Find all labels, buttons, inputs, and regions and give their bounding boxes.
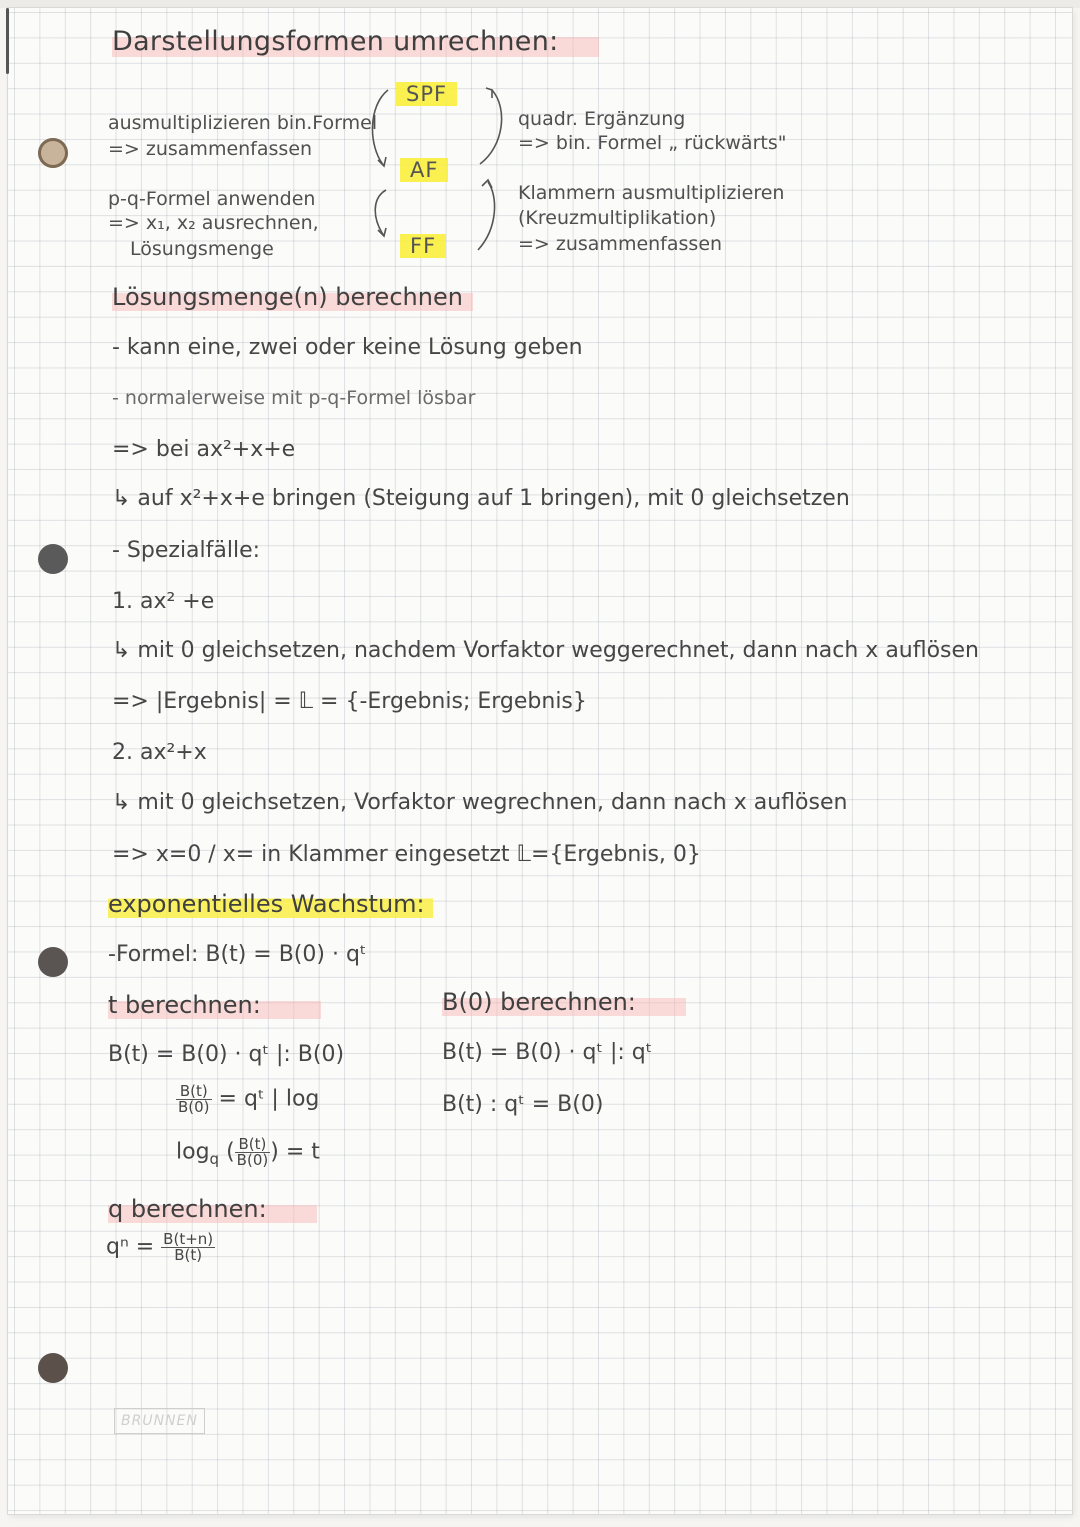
q-fraction: [161, 1232, 215, 1263]
loesung-line-7: ↳ mit 0 gleichsetzen, nachdem Vorfaktor weggerechnet, dann nach x auflösen: [112, 638, 980, 663]
punch-hole-1: [38, 138, 68, 168]
t3-rest: = t: [285, 1139, 320, 1165]
t3-denominator: B(0): [236, 1151, 269, 1169]
loesung-line-5: - Spezialfälle:: [112, 538, 261, 563]
form-ff: FF: [400, 234, 446, 258]
t-line-2: [176, 1084, 319, 1115]
loesung-line-6: 1. ax² +e: [112, 589, 215, 614]
t-heading: t berechnen:: [108, 991, 321, 1019]
b0-line-1: B(t) = B(0) · qᵗ |: qᵗ: [442, 1040, 653, 1065]
t2-rest: = qᵗ | log: [218, 1086, 320, 1112]
loesung-line-4: ↳ auf x²+x+e bringen (Steigung auf 1 bringen), mit 0 gleichsetzen: [112, 486, 850, 511]
loesung-line-1: - kann eine, zwei oder keine Lösung geben: [112, 335, 583, 360]
right-bracket-arrows: [474, 84, 514, 254]
left-note-a1: ausmultiplizieren bin.Formel: [108, 112, 378, 134]
left-note-b1: p-q-Formel anwenden: [108, 188, 316, 210]
exp-formula: -Formel: B(t) = B(0) · qᵗ: [108, 942, 367, 967]
t3-log: log: [176, 1139, 210, 1165]
b0-line-2: B(t) : qᵗ = B(0): [442, 1092, 604, 1117]
right-note-a1: quadr. Ergänzung: [518, 108, 686, 130]
loesung-line-11: => x=0 / x= in Klammer eingesetzt 𝕃={Ergebnis, 0}: [112, 842, 701, 867]
page-top-edge: [0, 0, 1080, 8]
t-line-3: $\log_q$ ( $\frac{B(t)}{B(0)}$ ) = t: [176, 1135, 320, 1169]
punch-hole-2: [38, 544, 68, 574]
brunnen-logo: BRUNNEN: [114, 1408, 205, 1434]
form-spf: SPF: [396, 82, 457, 106]
left-note-a2: => zusammenfassen: [108, 138, 313, 160]
left-note-b2: => x₁, x₂ ausrechnen,: [108, 212, 319, 234]
punch-hole-3: [38, 947, 68, 977]
right-note-b3: => zusammenfassen: [518, 233, 723, 255]
right-note-b1: Klammern ausmultiplizieren: [518, 182, 785, 204]
loesung-heading: Lösungsmenge(n) berechnen: [112, 283, 473, 311]
t2-numerator: B(t): [176, 1084, 212, 1100]
t-line-2-fraction: [176, 1084, 212, 1115]
exp-heading: exponentielles Wachstum:: [108, 890, 433, 918]
loesung-line-9: 2. ax²+x: [112, 740, 207, 765]
q-line: [106, 1232, 215, 1263]
loesung-line-10: ↳ mit 0 gleichsetzen, Vorfaktor wegrechnen, dann nach x auflösen: [112, 790, 848, 815]
q-lhs: qⁿ =: [106, 1234, 155, 1260]
t3-numerator: B(t): [235, 1137, 271, 1153]
q-heading: q berechnen:: [108, 1195, 317, 1223]
right-note-a2: => bin. Formel „ rückwärts": [518, 132, 787, 154]
form-af: AF: [400, 158, 448, 182]
t-line-3-fraction: [235, 1137, 271, 1168]
t2-denominator: B(0): [178, 1098, 210, 1116]
q-denominator: B(t): [174, 1246, 203, 1264]
punch-hole-4: [38, 1353, 68, 1383]
q-numerator: B(t+n): [163, 1230, 214, 1248]
loesung-line-8: => |Ergebnis| = 𝕃 = {-Ergebnis; Ergebnis}: [112, 689, 587, 714]
right-note-b2: (Kreuzmultiplikation): [518, 207, 717, 229]
page-title: Darstellungsformen umrechnen:: [112, 26, 599, 57]
binder-mark: [6, 8, 9, 74]
loesung-line-3: => bei ax²+x+e: [112, 437, 296, 462]
loesung-line-2: - normalerweise mit p-q-Formel lösbar: [112, 387, 476, 409]
t-line-1: B(t) = B(0) · qᵗ |: B(0): [108, 1042, 345, 1067]
b0-heading: B(0) berechnen:: [442, 988, 686, 1016]
left-note-b3: Lösungsmenge: [130, 238, 274, 260]
t3-log-base: q: [209, 1149, 220, 1168]
